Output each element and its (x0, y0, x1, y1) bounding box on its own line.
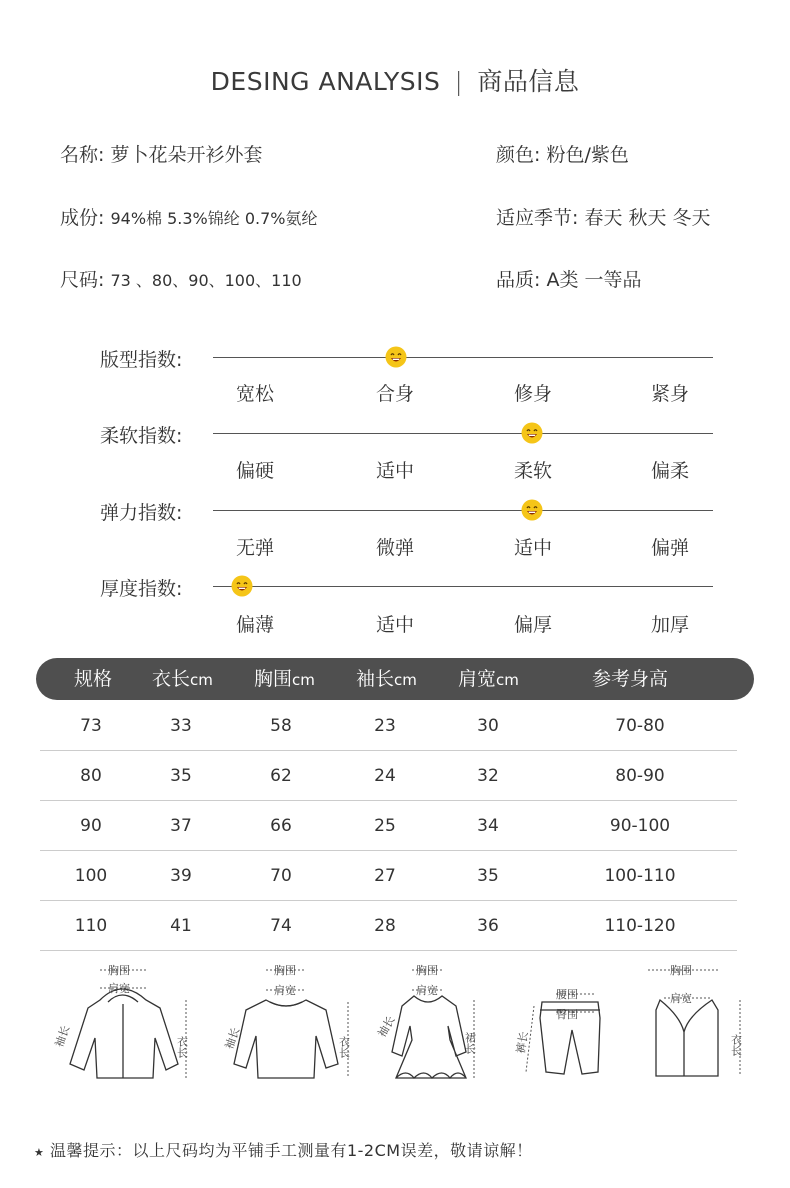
guide-length-1: 衣长 (175, 1036, 189, 1058)
index-option: 偏柔 (650, 460, 689, 482)
measurement-guides (0, 960, 790, 1090)
info-quality-label: 品质: (496, 269, 541, 291)
vest-figure (656, 1000, 718, 1076)
info-quality (496, 265, 642, 292)
table-row (40, 751, 737, 801)
table-cell: 110 (74, 916, 108, 936)
info-name (60, 140, 262, 167)
footer-tip (34, 1138, 533, 1161)
index-option: 修身 (513, 383, 552, 405)
page-title (0, 62, 790, 98)
index-option: 偏弹 (650, 537, 689, 559)
guide-chest-3: 胸围 (416, 964, 438, 977)
info-material (60, 203, 318, 230)
table-row (40, 801, 737, 851)
guide-shoulder-5: 肩宽 (670, 992, 692, 1005)
sweatshirt-figure (234, 1000, 338, 1078)
index-option: 微弹 (375, 537, 414, 559)
index-option: 适中 (513, 537, 552, 559)
table-cell: 35 (477, 866, 499, 886)
table-cell: 70 (270, 866, 292, 886)
index-scale-line (213, 510, 713, 511)
title-cn: 商品信息 (477, 67, 580, 96)
table-row (40, 851, 737, 901)
info-color (496, 140, 629, 167)
info-material-label: 成份: (60, 207, 105, 229)
index-scale-line (213, 433, 713, 434)
table-row (40, 901, 737, 951)
guide-pants-4: 裤长 (514, 1030, 531, 1055)
index-option: 柔软 (513, 460, 552, 482)
table-cell: 34 (477, 816, 499, 836)
table-cell: 39 (170, 866, 192, 886)
info-size-label: 尺码: (60, 269, 105, 291)
table-cell: 27 (374, 866, 396, 886)
index-label: 版型指数: (100, 349, 183, 371)
info-season (496, 203, 711, 230)
index-option: 无弹 (235, 537, 274, 559)
info-material-value: 94%棉 5.3%锦纶 0.7%氨纶 (110, 209, 318, 228)
smiley-icon (521, 422, 543, 444)
th-spec: 规格 (74, 668, 113, 690)
guide-hip-4: 臀围 (556, 1008, 578, 1021)
table-cell: 32 (477, 766, 499, 786)
info-name-label: 名称: (60, 144, 105, 166)
th-height: 参考身高 (592, 668, 669, 690)
index-option: 偏硬 (235, 460, 274, 482)
index-option: 偏薄 (235, 614, 274, 636)
dress-figure (392, 996, 466, 1078)
th-length: 衣长cm (152, 668, 213, 690)
table-row (40, 701, 737, 751)
index-scale-line (213, 357, 713, 358)
info-color-label: 颜色: (496, 144, 541, 166)
guide-length-5: 衣长 (729, 1034, 743, 1056)
star-icon: ★ (34, 1146, 45, 1159)
table-cell: 58 (270, 716, 292, 736)
table-cell: 37 (170, 816, 192, 836)
title-en: DESING ANALYSIS (210, 67, 441, 96)
row-divider (40, 950, 737, 951)
info-quality-value: A类 一等品 (546, 269, 642, 291)
th-sleeve: 袖长cm (356, 668, 417, 690)
table-cell: 23 (374, 716, 396, 736)
index-label: 厚度指数: (100, 578, 183, 600)
index-option: 适中 (375, 460, 414, 482)
table-cell: 74 (270, 916, 292, 936)
table-cell: 36 (477, 916, 499, 936)
table-cell: 25 (374, 816, 396, 836)
table-cell: 66 (270, 816, 292, 836)
table-cell: 110-120 (604, 916, 676, 936)
index-label: 柔软指数: (100, 425, 183, 447)
table-cell: 24 (374, 766, 396, 786)
info-season-value: 春天 秋天 冬天 (584, 207, 711, 229)
index-option: 偏厚 (513, 614, 552, 636)
guide-shoulder-2: 肩宽 (274, 984, 296, 997)
table-cell: 80 (80, 766, 102, 786)
guide-sleeve-3: 袖长 (375, 1013, 398, 1040)
table-cell: 28 (374, 916, 396, 936)
index-option: 合身 (375, 383, 414, 405)
table-cell: 90 (80, 816, 102, 836)
guide-skirt-3: 裙长 (463, 1032, 477, 1054)
smiley-icon (521, 499, 543, 521)
th-chest: 胸围cm (254, 668, 315, 690)
table-cell: 73 (80, 716, 102, 736)
info-season-label: 适应季节: (496, 207, 579, 229)
table-cell: 35 (170, 766, 192, 786)
index-label: 弹力指数: (100, 502, 183, 524)
info-size (60, 265, 302, 292)
smiley-icon (385, 346, 407, 368)
guide-chest-5: 胸围 (670, 964, 692, 977)
tip-text: 温馨提示：以上尺码均为平铺手工测量有1-2CM误差，敬请谅解！ (49, 1141, 533, 1160)
table-cell: 100 (74, 866, 108, 886)
guide-length-2: 衣长 (337, 1036, 351, 1058)
guide-waist-4: 腰围 (556, 988, 578, 1001)
title-separator: | (454, 67, 464, 96)
hoodie-figure (70, 989, 178, 1078)
size-table-header (36, 658, 754, 700)
table-cell: 41 (170, 916, 192, 936)
index-option: 宽松 (235, 383, 274, 405)
smiley-icon (231, 575, 253, 597)
guide-chest-1: 胸围 (108, 964, 130, 977)
info-name-value: 萝卜花朵开衫外套 (110, 144, 263, 166)
table-cell: 100-110 (604, 866, 676, 886)
index-option: 紧身 (650, 383, 689, 405)
guide-sleeve-1: 袖长 (52, 1023, 73, 1050)
guide-sleeve-2: 袖长 (222, 1025, 243, 1052)
table-cell: 70-80 (615, 716, 665, 736)
th-shoulder: 肩宽cm (458, 668, 519, 690)
guide-chest-2: 胸围 (274, 964, 296, 977)
guide-shoulder-1: 肩宽 (108, 982, 130, 995)
info-size-value: 73 、80、90、100、110 (110, 271, 302, 290)
index-option: 适中 (375, 614, 414, 636)
table-cell: 80-90 (615, 766, 665, 786)
index-scale-line (213, 586, 713, 587)
guide-shoulder-3: 肩宽 (416, 984, 438, 997)
index-option: 加厚 (650, 614, 689, 636)
info-color-value: 粉色/紫色 (546, 144, 629, 166)
table-cell: 33 (170, 716, 192, 736)
table-cell: 90-100 (609, 816, 671, 836)
table-cell: 62 (270, 766, 292, 786)
table-cell: 30 (477, 716, 499, 736)
